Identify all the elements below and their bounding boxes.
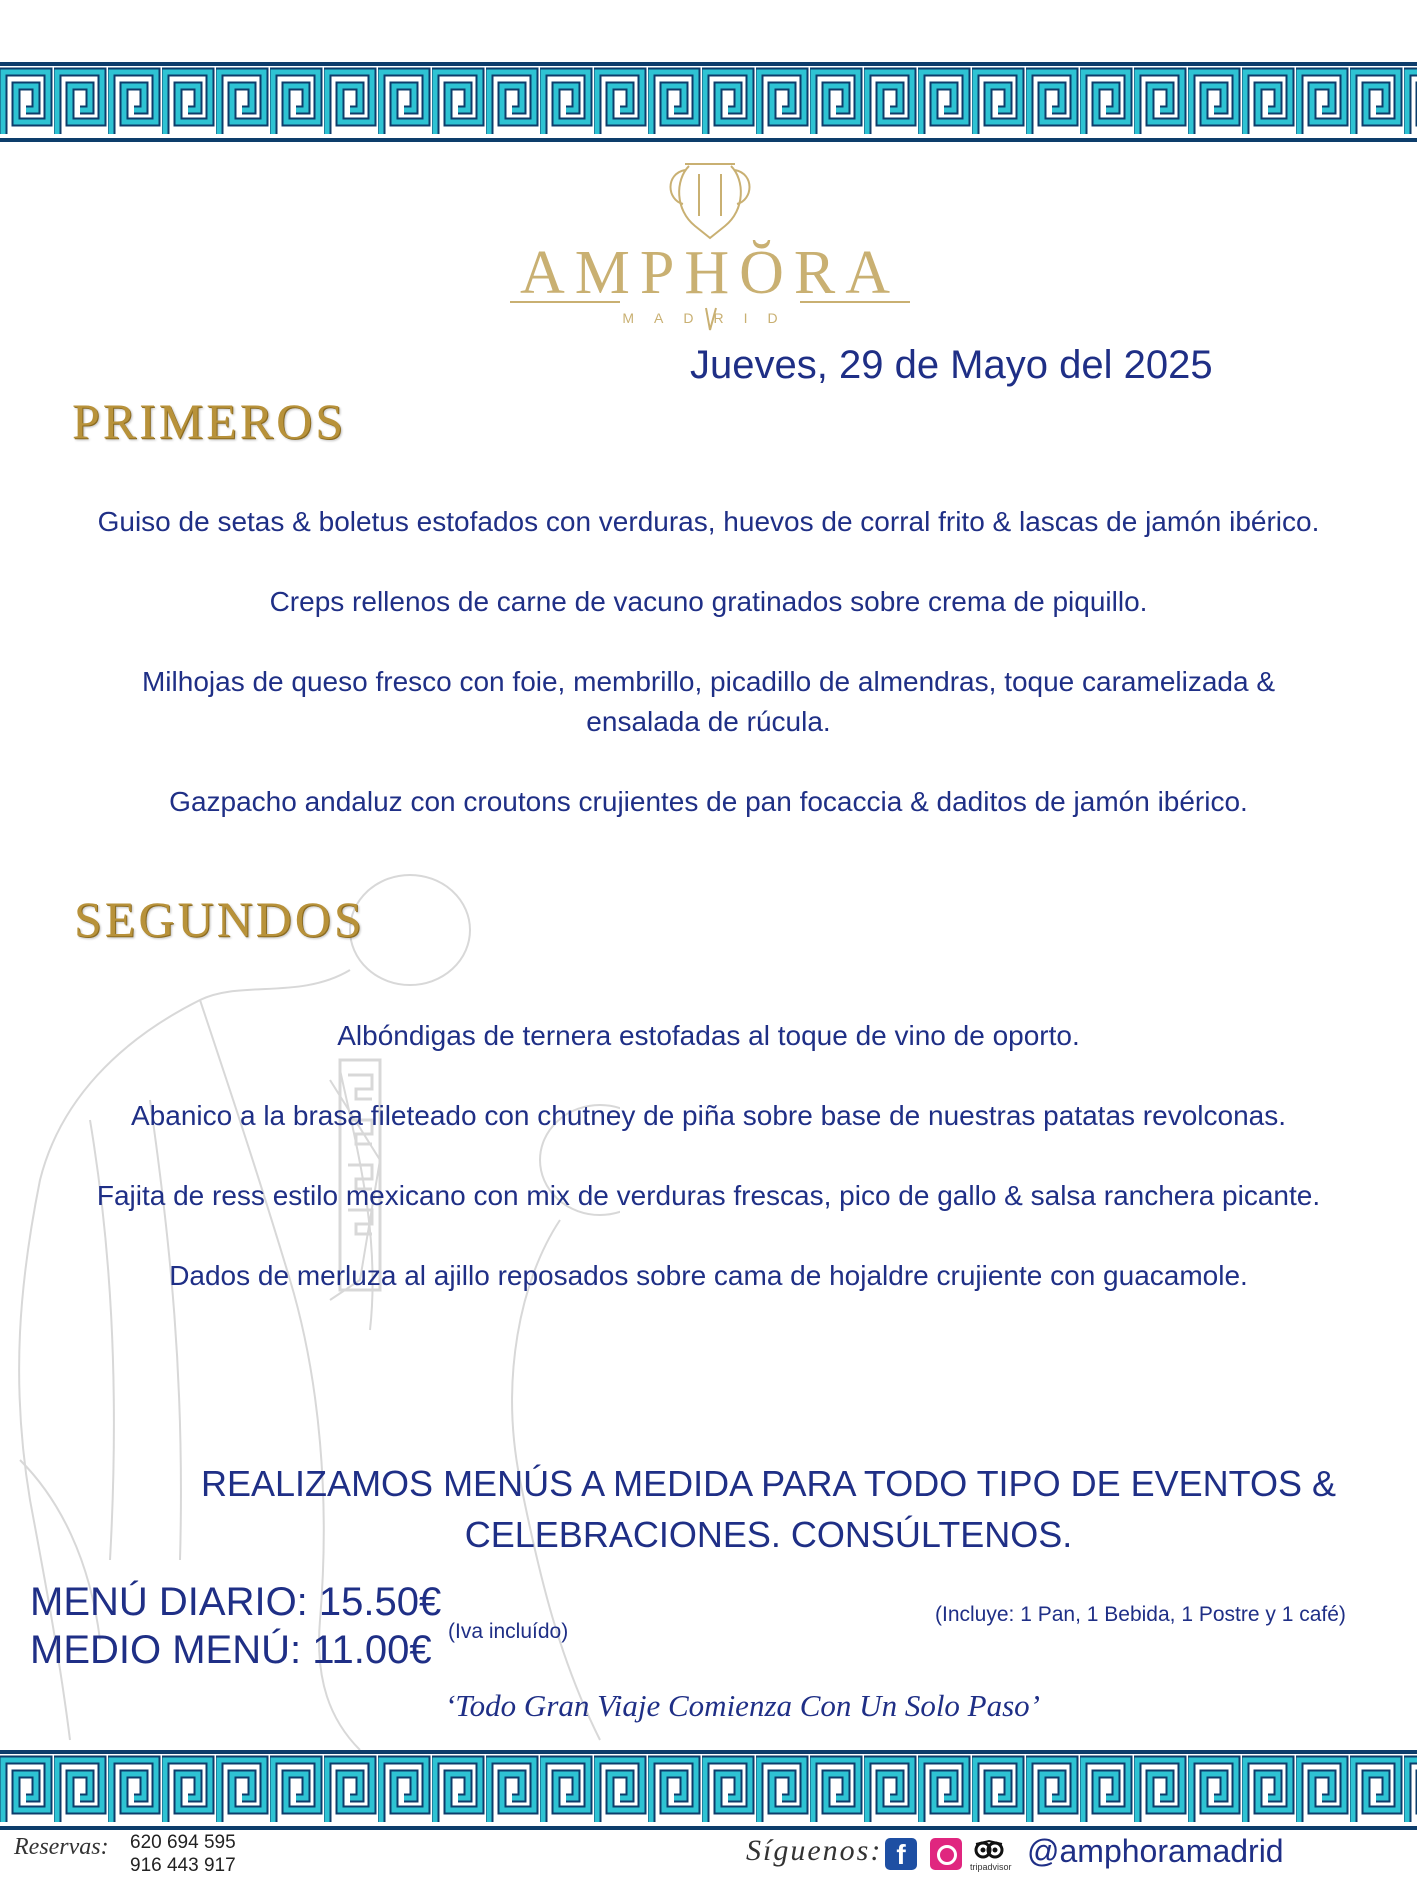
reservas-label: Reservas:	[14, 1834, 109, 1860]
menu-diario-price: MENÚ DIARIO: 15.50€	[30, 1580, 442, 1624]
phone-number[interactable]: 916 443 917	[130, 1855, 236, 1876]
dish-item: Abanico a la brasa fileteado con chutney de piña sobre base de nuestras patatas revolconas.	[131, 1100, 1286, 1131]
dish-item: Creps rellenos de carne de vacuno gratinados sobre crema de piquillo.	[269, 586, 1148, 617]
amphora-logo	[500, 160, 920, 340]
social-handle[interactable]: @amphoramadrid	[1027, 1833, 1284, 1869]
phone-number[interactable]: 620 694 595	[130, 1832, 236, 1853]
dish-item: ensalada de rúcula.	[586, 706, 831, 737]
events-line: CELEBRACIONES. CONSÚLTENOS.	[464, 1514, 1073, 1555]
facebook-icon[interactable]: f	[885, 1838, 917, 1870]
dish-item: Dados de merluza al ajillo reposados sobre cama de hojaldre crujiente con guacamole.	[169, 1260, 1248, 1291]
dish-item: Milhojas de queso fresco con foie, membrillo, picadillo de almendras, toque caramelizada &	[141, 666, 1276, 697]
greek-key-border-top	[0, 62, 1417, 142]
logo-subtext: MADRID	[622, 310, 798, 326]
section-title-primeros: PRIMEROS	[72, 393, 347, 449]
events-line: REALIZAMOS MENÚS A MEDIDA PARA TODO TIPO DE EVENTOS &	[201, 1463, 1336, 1504]
instagram-icon[interactable]	[930, 1838, 962, 1870]
dish-item: Gazpacho andaluz con croutons crujientes de pan focaccia & daditos de jamón ibérico.	[169, 786, 1248, 817]
logo-divider	[510, 300, 910, 340]
follow-label: Síguenos:	[746, 1834, 883, 1867]
includes-note: (Incluye: 1 Pan, 1 Bebida, 1 Postre y 1 café)	[935, 1603, 1346, 1626]
dish-item: Guiso de setas & boletus estofados con verduras, huevos de corral frito & lascas de jamón ibérico.	[97, 506, 1320, 537]
tripadvisor-label: tripadvisor	[970, 1862, 1012, 1872]
dish-item: Fajita de ress estilo mexicano con mix de verduras frescas, pico de gallo & salsa ranchera picante.	[96, 1180, 1321, 1211]
events-notice	[60, 1458, 1417, 1560]
greek-key-border-bottom	[0, 1750, 1417, 1830]
section-title-segundos: SEGUNDOS	[74, 891, 365, 947]
dish-item: Albóndigas de ternera estofadas al toque de vino de oporto.	[337, 1020, 1080, 1051]
iva-note: (Iva incluído)	[448, 1620, 569, 1643]
amphora-icon	[655, 160, 765, 240]
medio-menu-price: MEDIO MENÚ: 11.00€	[30, 1628, 432, 1672]
logo-wordmark: AMPHŎRA	[519, 239, 901, 307]
quote: ‘Todo Gran Viaje Comienza Con Un Solo Paso’	[444, 1688, 1041, 1723]
menu-date: Jueves, 29 de Mayo del 2025	[690, 343, 1213, 387]
